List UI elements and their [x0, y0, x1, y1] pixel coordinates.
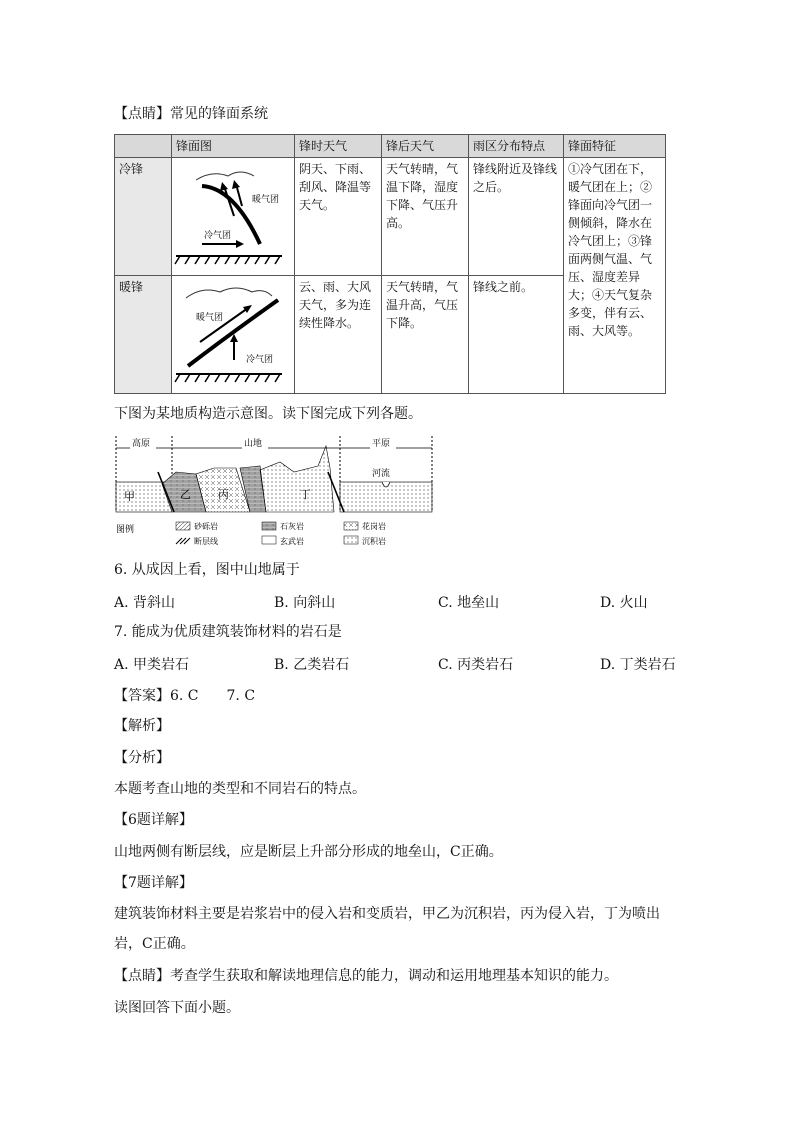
region-label-plateau: 高原: [132, 439, 151, 449]
question-6-detail-heading: 【6题详解】: [114, 812, 193, 828]
table-row: [115, 158, 666, 276]
cold-front-diagram-cell: [172, 158, 295, 276]
legend-item: 石灰岩: [280, 522, 304, 531]
answer-line: 【答案】6. C 7. C: [114, 688, 256, 704]
question-7-option-a: A. 甲类岩石: [114, 657, 190, 673]
warm-air-label: 暖气团: [252, 195, 280, 205]
ground-hatch: [175, 374, 280, 382]
region-label-plain: 平原: [372, 439, 391, 449]
warm-front-diagram-cell: [172, 276, 295, 394]
question-6-option-c: C. 地垒山: [438, 595, 500, 611]
tip-2: 【点睛】考查学生获取和解读地理信息的能力，调动和运用地理基本知识的能力。: [114, 968, 618, 984]
question-6-detail: 山地两侧有断层线，应是断层上升部分形成的地垒山，C正确。: [114, 844, 503, 860]
legend-item: 玄武岩: [280, 537, 304, 546]
table-header-cell: 锋时天气: [295, 135, 382, 158]
closing-line: 读图回答下面小题。: [114, 1000, 240, 1016]
table-header-cell: 锋面图: [172, 135, 295, 158]
table-header-cell: 雨区分布特点: [469, 135, 564, 158]
table-header-cell: 锋面特征: [564, 135, 666, 158]
question-6-option-d: D. 火山: [600, 595, 648, 611]
question-7-option-c: C. 丙类岩石: [438, 657, 514, 673]
warm-front-after-weather: 天气转晴，气温升高，气压下降。: [382, 276, 469, 394]
front-features: ①冷气团在下，暖气团在上；②锋面向冷气团一侧倾斜，降水在冷气团上；③锋面两侧气温、气压、湿度差异大；④天气复杂多变，伴有云、雨、大风等。: [564, 158, 666, 394]
legend-item: 花岗岩: [362, 522, 386, 531]
front-type-warm: 暖锋: [115, 276, 172, 394]
legend-swatch-granite: [344, 522, 358, 530]
river-label: 河流: [372, 469, 391, 479]
cold-front-rain-area: 锋线附近及锋线之后。: [469, 158, 564, 276]
question-6-stem: 6. 从成因上看，图中山地属于: [114, 562, 300, 578]
question-6-option-b: B. 向斜山: [274, 595, 336, 611]
arrowhead: [232, 180, 240, 189]
cold-front-during-weather: 阴天、下雨、刮风、降温等天气。: [295, 158, 382, 276]
question-7-detail-heading: 【7题详解】: [114, 875, 193, 891]
question-7-detail: 建筑装饰材料主要是岩浆岩中的侵入岩和变质岩，甲乙为沉积岩，丙为侵入岩，丁为喷出岩，C正确。: [114, 906, 660, 952]
warm-front-during-weather: 云、雨、大风天气，多为连续性降水。: [295, 276, 382, 394]
legend-item: 断层线: [194, 537, 218, 546]
rock-label-yi: 乙: [180, 488, 191, 501]
legend-item: 砂砾岩: [194, 522, 218, 531]
tip-title: 【点睛】常见的锋面系统: [114, 106, 268, 122]
figure-intro: 下图为某地质构造示意图。读下图完成下列各题。: [114, 406, 422, 422]
legend-item: 沉积岩: [362, 537, 386, 546]
rock-ding: [260, 446, 334, 512]
region-label-mountain: 山地: [244, 439, 263, 449]
geologic-structure-figure: [114, 432, 434, 550]
legend-swatch-sediment: [344, 536, 358, 544]
analysis-heading: 【解析】: [114, 718, 170, 734]
rock-label-ding: 丁: [300, 488, 311, 501]
cloud-outline: [186, 288, 272, 298]
question-7-option-d: D. 丁类岩石: [600, 657, 676, 673]
warm-front-rain-area: 锋线之前。: [469, 276, 564, 394]
cold-air-label: 冷气团: [246, 355, 274, 365]
cold-air-label: 冷气团: [204, 231, 232, 241]
table-header-cell: [115, 135, 172, 158]
ground-hatch: [175, 256, 280, 264]
legend-swatch-basalt: [262, 536, 276, 544]
legend-title: 图例: [116, 525, 135, 535]
legend-swatch-conglomerate: [176, 522, 190, 530]
cold-front-after-weather: 天气转晴，气温下降，湿度下降、气压升高。: [382, 158, 469, 276]
legend-swatch-fault: [176, 538, 190, 544]
arrowhead: [220, 182, 228, 191]
table-header-row: [115, 135, 666, 158]
question-7-option-b: B. 乙类岩石: [274, 657, 350, 673]
rock-label-bing: 丙: [218, 488, 229, 501]
question-6-option-a: A. 背斜山: [114, 595, 176, 611]
fenxi-heading: 【分析】: [114, 750, 170, 766]
cold-front-diagram: [172, 158, 284, 270]
fenxi-text: 本题考查山地的类型和不同岩石的特点。: [114, 781, 366, 797]
front-type-cold: 冷锋: [115, 158, 172, 276]
question-7-stem: 7. 能成为优质建筑装饰材料的岩石是: [114, 624, 342, 640]
rock-label-jia: 甲: [124, 490, 135, 503]
legend-swatch-limestone: [262, 522, 276, 530]
arrowhead: [236, 240, 244, 248]
warm-front-diagram: [172, 276, 284, 388]
warm-air-label: 暖气团: [196, 313, 224, 323]
front-system-table: [114, 134, 666, 394]
cloud-outline: [196, 172, 254, 180]
table-header-cell: 锋后天气: [382, 135, 469, 158]
